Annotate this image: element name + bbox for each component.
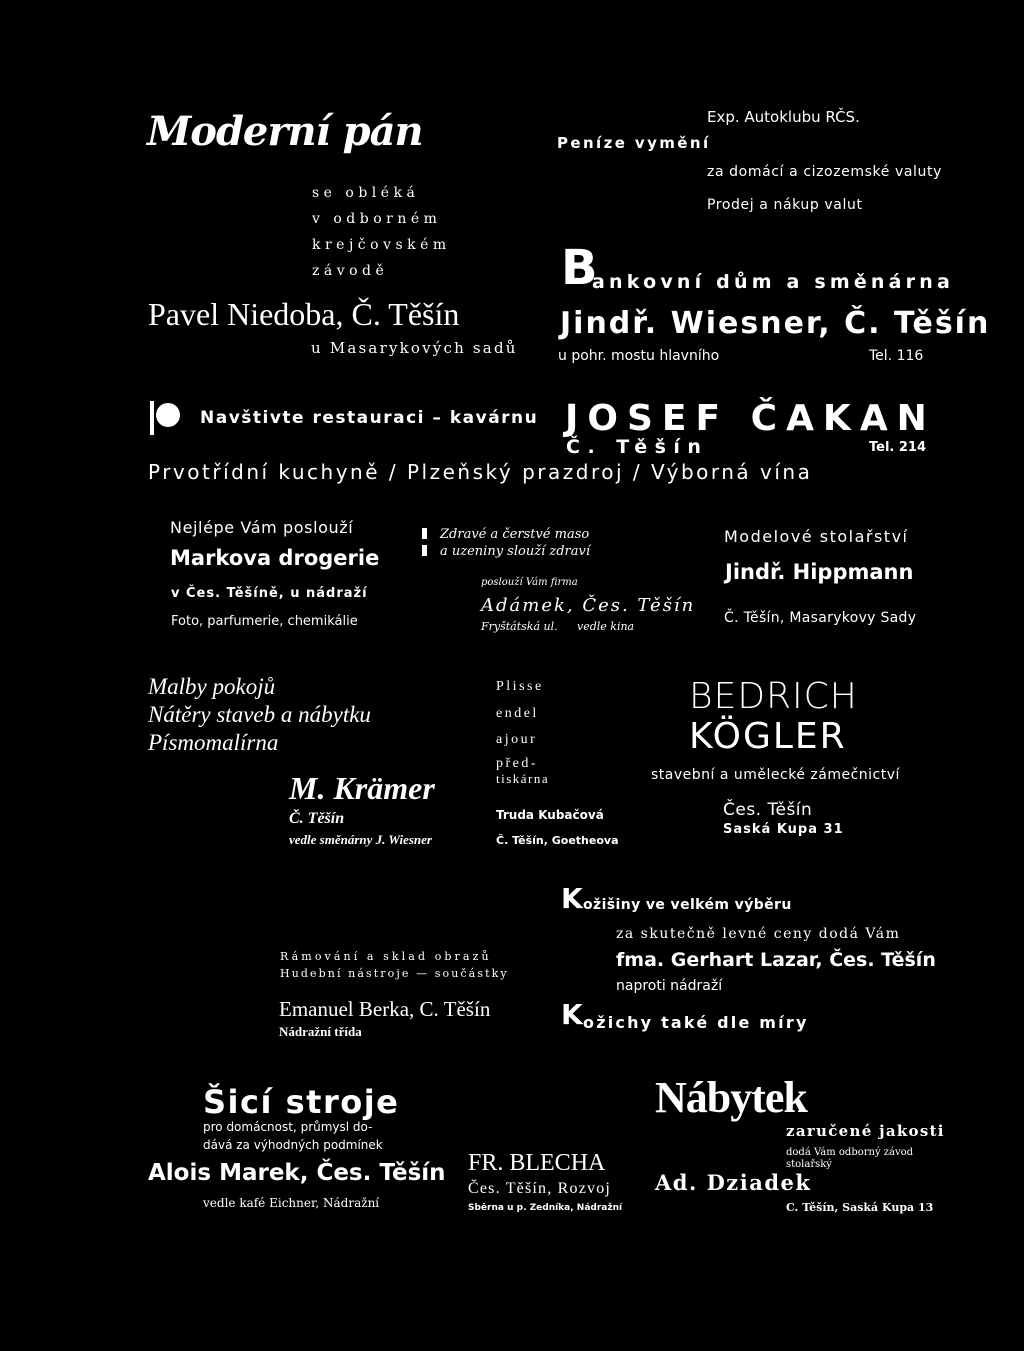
ad3-name: JOSEF ČAKAN (565, 398, 936, 439)
ad7-line-2: Nátěry staveb a nábytku (148, 702, 371, 727)
ad1-title: Moderní pán (147, 108, 423, 155)
ad3-dot-icon (156, 403, 180, 427)
ad3-tel: Tel. 214 (869, 440, 927, 455)
ad6-name: Jindř. Hippmann (725, 560, 914, 584)
ad7-name: M. Krämer (289, 770, 435, 806)
ad12-line-2: dává za výhodných podmínek (203, 1138, 383, 1152)
ad12-line-1: pro domácnost, průmysl do- (203, 1120, 373, 1134)
ad14-line-1: dodá Vám odborný závod (786, 1147, 914, 1158)
ad2-address: u pohr. mostu hlavního (558, 348, 720, 364)
ad1-line-2: v odborném (312, 211, 442, 227)
ad3-city: Č. Těšín (566, 436, 709, 458)
ad14-quality: zaručené jakosti (786, 1122, 945, 1140)
ad8-line-5: tiskárna (496, 771, 550, 786)
ad10-street: Nádražní třída (279, 1024, 362, 1039)
ad1-name: Pavel Niedoba, Č. Těšín (148, 296, 460, 332)
ad8-line-1: Plisse (496, 679, 544, 694)
ad12-near: vedle kafé Eichner, Nádražní (203, 1196, 380, 1210)
ad2-valuty: za domácí a cizozemské valuty (707, 164, 942, 180)
ad11-initial-2: K (561, 998, 583, 1031)
ad2-bank-initial: B (561, 240, 598, 296)
ad12-name: Alois Marek, Čes. Těšín (148, 1160, 446, 1186)
ad7-line-1: Malby pokojů (148, 674, 276, 699)
ad5-serves: poslouží Vám firma (481, 577, 578, 588)
ad7-near: vedle směnárny J. Wiesner (289, 832, 432, 847)
ad8-line-3: ajour (496, 732, 538, 747)
ad13-note: Sběrna u p. Zedníka, Nádražní (468, 1203, 623, 1213)
ad8-name: Truda Kubačová (496, 808, 604, 822)
ad10-name: Emanuel Berka, C. Těšín (279, 997, 491, 1021)
ad4-intro: Nejlépe Vám poslouží (170, 518, 354, 537)
ad14-line-2: stolařský (786, 1159, 832, 1170)
ad10-line-2: Hudební nástroje — součástky (280, 967, 509, 980)
ad6-address: Č. Těšín, Masarykovy Sady (724, 610, 917, 626)
ad10-line-1: Rámování a sklad obrazů (280, 950, 492, 963)
ad11-near: naproti nádraží (616, 978, 723, 994)
ad11-head-2: ožichy také dle míry (583, 1013, 809, 1032)
ad2-bank-name: ankovní dům a směnárna (592, 271, 954, 293)
ad5-street: Fryštátská ul. (481, 620, 558, 633)
ad1-line-4: závodě (312, 263, 389, 279)
ad2-tel: Tel. 116 (869, 348, 924, 364)
ad9-street: Saská Kupa 31 (723, 822, 844, 837)
ad13-name: FR. BLECHA (468, 1150, 606, 1176)
ad1-line-3: krejčovském (312, 237, 451, 253)
ad5-line-2: a uzeniny slouží zdraví (440, 544, 590, 559)
ad5-bullet-2 (422, 545, 427, 556)
ad14-address: C. Těšín, Saská Kupa 13 (786, 1201, 934, 1214)
ad12-title: Šicí stroje (203, 1083, 400, 1121)
ad11-initial-1: K (561, 882, 583, 915)
ad7-city: Č. Těšín (289, 810, 345, 827)
ad5-line-1: Zdravé a čerstvé maso (440, 527, 590, 542)
ad1-address: u Masarykových sadů (311, 339, 518, 357)
ad4-goods: Foto, parfumerie, chemikálie (171, 614, 358, 629)
ad2-penize: Peníze vymění (557, 134, 711, 152)
ad14-name: Ad. Dziadek (655, 1170, 812, 1195)
ad9-name-1: BEDRICH (689, 676, 858, 717)
ad9-name-2: KÖGLER (689, 716, 847, 757)
ad14-title: Nábytek (655, 1073, 807, 1122)
ad6-trade: Modelové stolařství (724, 527, 909, 546)
ad3-visit: Navštivte restauraci – kavárnu (200, 408, 539, 428)
ad8-line-4: před- (496, 756, 539, 771)
ad7-line-3: Písmomalírna (148, 730, 279, 755)
ad9-city: Čes. Těšín (723, 800, 813, 820)
ad4-name: Markova drogerie (170, 546, 380, 570)
ad2-prodej: Prodej a nákup valut (707, 197, 863, 213)
ad8-line-2: endel (496, 706, 539, 721)
ad9-trade: stavební a umělecké zámečnictví (651, 767, 900, 783)
ad5-name: Adámek, Čes. Těšín (481, 595, 696, 616)
ad13-address: Čes. Těšín, Rozvoj (468, 1180, 612, 1197)
ad11-head-1: ožišiny ve velkém výběru (583, 897, 792, 913)
ad11-name: fma. Gerhart Lazar, Čes. Těšín (616, 949, 936, 971)
ad5-near: vedle kina (577, 620, 635, 633)
ad3-slogan: Prvotřídní kuchyně / Plzeňský prazdroj / Výborná vína (148, 460, 813, 484)
ad2-exp: Exp. Autoklubu RČS. (707, 108, 860, 126)
ad11-line-1: za skutečně levné ceny dodá Vám (616, 926, 901, 942)
ad1-line-1: se obléká (312, 185, 420, 201)
ad2-name: Jindř. Wiesner, Č. Těšín (560, 306, 991, 341)
ad4-place: v Čes. Těšíně, u nádraží (171, 586, 368, 601)
ad5-bullet-1 (422, 528, 427, 539)
ad8-address: Č. Těšín, Goetheova (496, 834, 619, 847)
ad3-bar (150, 401, 154, 435)
